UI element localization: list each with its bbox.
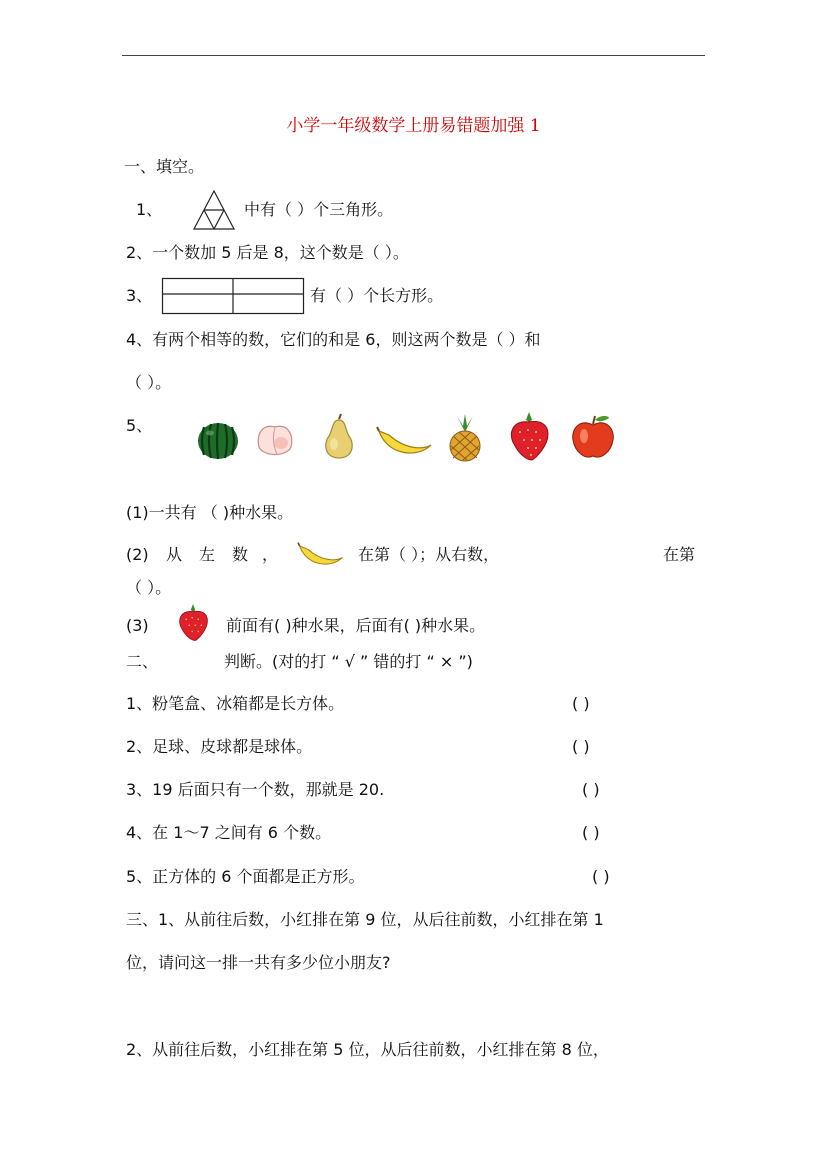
q5-sub1: (1)一共有 （ )种水果。 xyxy=(126,503,294,522)
page-title: 小学一年级数学上册易错题加强 1 xyxy=(286,116,541,136)
pineapple-icon xyxy=(447,414,483,462)
q1-number: 1、 xyxy=(136,200,163,219)
q5-sub2-word-from: 从 xyxy=(166,545,183,564)
apple-icon xyxy=(569,414,617,460)
judge-blank-5: ( ) xyxy=(592,867,610,886)
q5-sub2-prefix: (2) xyxy=(126,545,149,564)
banana-icon xyxy=(298,540,344,570)
section3-q1-line1: 三、1、从前往后数，小红排在第 9 位，从后往前数，小红排在第 1 xyxy=(126,910,604,929)
q5-sub2-line2: （ ）。 xyxy=(126,578,172,597)
judge-item-1: 1、粉笔盒、冰箱都是长方体。 xyxy=(126,694,345,713)
judge-item-5: 5、正方体的 6 个面都是正方形。 xyxy=(126,867,365,886)
section2-number: 二、 xyxy=(126,652,159,671)
q5-sub3-text: 前面有( )种水果，后面有( )种水果。 xyxy=(226,616,486,635)
banana-icon xyxy=(377,425,433,459)
q5-number: 5、 xyxy=(126,416,153,435)
q4-line2: （ ）。 xyxy=(126,373,172,392)
judge-blank-4: ( ) xyxy=(582,823,600,842)
q3-text: 有（ ）个长方形。 xyxy=(310,286,444,305)
strawberry-icon xyxy=(504,412,554,462)
header-rule xyxy=(122,55,705,56)
judge-item-2: 2、足球、皮球都是球体。 xyxy=(126,737,313,756)
q5-sub2-word-count: 数 xyxy=(232,545,249,564)
strawberry-icon xyxy=(174,604,212,642)
judge-item-4: 4、在 1～7 之间有 6 个数。 xyxy=(126,823,332,842)
judge-blank-3: ( ) xyxy=(582,780,600,799)
q5-sub2-word-left: 左 xyxy=(199,545,216,564)
section3-q1-line2: 位，请问这一排一共有多少位小朋友? xyxy=(126,953,391,972)
triangle-figure-icon xyxy=(193,190,235,230)
peach-icon xyxy=(255,421,295,459)
q3-number: 3、 xyxy=(126,286,153,305)
judge-blank-2: ( ) xyxy=(572,737,590,756)
q1-text: 中有（ ）个三角形。 xyxy=(244,200,394,219)
rectangle-figure-icon xyxy=(162,278,304,314)
q4-line1: 4、有两个相等的数，它们的和是 6，则这两个数是（ ）和 xyxy=(126,330,541,349)
q5-sub2-text: 在第（ ）；从右数， xyxy=(358,545,500,564)
section2-heading: 判断。(对的打 “ √ ” 错的打 “ × ”) xyxy=(224,652,473,671)
q5-sub2-text-end: 在第 xyxy=(663,545,696,564)
pear-icon xyxy=(319,414,359,460)
watermelon-icon xyxy=(196,421,240,461)
judge-item-3: 3、19 后面只有一个数，那就是 20. xyxy=(126,780,385,799)
section1-heading: 一、填空。 xyxy=(124,157,205,176)
section3-q2-line1: 2、从前往后数，小红排在第 5 位，从后往前数，小红排在第 8 位， xyxy=(126,1040,609,1059)
judge-blank-1: ( ) xyxy=(572,694,590,713)
q5-sub3-prefix: (3) xyxy=(126,616,149,635)
q5-sub2-comma: ， xyxy=(262,545,279,564)
q2-text: 2、一个数加 5 后是 8，这个数是（ ）。 xyxy=(126,243,409,262)
